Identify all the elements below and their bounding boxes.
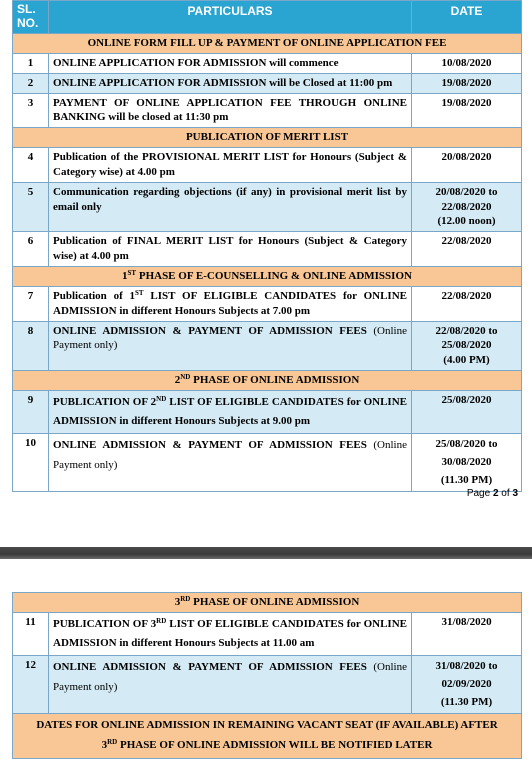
- row-number: 2: [13, 73, 49, 93]
- phase-ordinal: 2: [174, 374, 181, 387]
- row-number: 3: [13, 93, 49, 128]
- date-time: (12.00 noon): [437, 215, 496, 228]
- row-number: 5: [13, 182, 49, 232]
- phase-title: ONLINE FORM FILL UP & PAYMENT OF ONLINE APPLICATION FEE: [13, 34, 522, 54]
- row-text: (Online Payment only): [53, 661, 407, 693]
- phase-title-text: PHASE OF E-COUNSELLING & ONLINE ADMISSION: [136, 269, 412, 282]
- admission-schedule-table: [12, 0, 522, 492]
- phase-header-application: [13, 34, 522, 54]
- header-date: DATE: [412, 1, 522, 34]
- row-text-bold: ONLINE ADMISSION & PAYMENT OF ADMISSION FEES: [53, 324, 367, 337]
- table-row: [13, 73, 522, 93]
- row-text: LIST OF ELIGIBLE CANDIDATES for ONLINE ADMISSION in different Honours Subjects at 9.00 pm: [53, 395, 407, 428]
- footer-note-line2: [17, 736, 517, 756]
- row-date: 31/08/2020: [412, 612, 522, 656]
- table-row: [13, 53, 522, 73]
- row-number: 9: [13, 390, 49, 434]
- header-sl-no: [13, 1, 49, 34]
- row-number: 8: [13, 321, 49, 371]
- date-end: 25/08/2020: [441, 339, 492, 352]
- page-number-total: 3: [512, 488, 518, 499]
- row-particulars: PAYMENT OF ONLINE APPLICATION FEE THROUGH ONLINE BANKING will be closed at 11:30 pm: [49, 93, 412, 128]
- row-particulars: Publication of FINAL MERIT LIST for Honours (Subject & Category wise) at 4.00 pm: [49, 232, 412, 267]
- table-row: [13, 232, 522, 267]
- table-row: [13, 286, 522, 321]
- footer-note-text: PHASE OF ONLINE ADMISSION WILL BE NOTIFIED LATER: [117, 738, 433, 751]
- row-date: [412, 182, 522, 232]
- date-time: (4.00 PM): [443, 354, 490, 367]
- table-row: [13, 612, 522, 656]
- row-date: 20/08/2020: [412, 148, 522, 183]
- row-number: 6: [13, 232, 49, 267]
- date-end: 30/08/2020: [441, 455, 492, 468]
- row-number: 1: [13, 53, 49, 73]
- date-start: 22/08/2020 to: [435, 324, 498, 337]
- date-time: (11.30 PM): [440, 695, 493, 708]
- row-particulars: [49, 286, 412, 321]
- row-particulars: ONLINE APPLICATION FOR ADMISSION will be Closed at 11:00 pm: [49, 73, 412, 93]
- row-date: [412, 321, 522, 371]
- row-number: 10: [13, 434, 49, 492]
- phase-title: [13, 371, 522, 391]
- row-particulars: [49, 390, 412, 434]
- header-no-text: NO.: [17, 15, 39, 30]
- row-number: 11: [13, 612, 49, 656]
- table-row: [13, 182, 522, 232]
- row-particulars: [49, 321, 412, 371]
- admission-schedule-table-continued: [12, 592, 522, 759]
- footer-ordinal: 3: [101, 738, 108, 751]
- row-date: 25/08/2020: [412, 390, 522, 434]
- row-particulars: Communication regarding objections (if any) in provisional merit list by email only: [49, 182, 412, 232]
- table-header-row: [13, 1, 522, 34]
- row-text: PUBLICATION OF 2: [53, 395, 157, 408]
- page-number-of: of: [498, 488, 513, 499]
- date-end: 02/09/2020: [441, 677, 492, 690]
- row-text-bold: ONLINE ADMISSION & PAYMENT OF ADMISSION FEES: [53, 439, 367, 452]
- row-text: LIST OF ELIGIBLE CANDIDATES for ONLINE ADMISSION in different Honours Subjects at 11.00 am: [53, 617, 407, 650]
- phase-title: [13, 266, 522, 286]
- page-number-label: Page: [466, 488, 493, 499]
- row-particulars: Publication of the PROVISIONAL MERIT LIST for Honours (Subject & Category wise) at 4.00 pm: [49, 148, 412, 183]
- table-row: [13, 434, 522, 492]
- header-sl-text: SL.: [17, 2, 36, 16]
- row-date: 19/08/2020: [412, 93, 522, 128]
- row-particulars: [49, 612, 412, 656]
- row-text-sup: ND: [156, 394, 167, 403]
- row-text: PUBLICATION OF 3: [53, 617, 157, 630]
- page-number: [467, 488, 518, 499]
- date-time: (11.30 PM): [440, 473, 493, 486]
- phase-title-text: PHASE OF ONLINE ADMISSION: [190, 374, 360, 387]
- page-separator: [0, 547, 532, 559]
- phase-ordinal: 1: [122, 269, 128, 282]
- footer-note-line1: DATES FOR ONLINE ADMISSION IN REMAINING VACANT SEAT (IF AVAILABLE) AFTER: [36, 719, 498, 732]
- phase-ordinal: 3: [174, 596, 181, 608]
- date-start: 20/08/2020 to: [435, 185, 498, 198]
- footer-note: [13, 714, 522, 759]
- row-text: (Online Payment only): [53, 439, 407, 471]
- row-text-bold: ONLINE ADMISSION & PAYMENT OF ADMISSION FEES: [53, 661, 367, 674]
- row-particulars: [49, 656, 412, 714]
- row-number: 7: [13, 286, 49, 321]
- table-row: [13, 321, 522, 371]
- row-date: [412, 656, 522, 714]
- phase-header-third-phase: [13, 593, 522, 613]
- date-start: 25/08/2020 to: [435, 438, 498, 451]
- date-start: 31/08/2020 to: [435, 660, 498, 673]
- row-text: LIST OF ELIGIBLE CANDIDATES for ONLINE ADMISSION in different Honours Subjects at 7.00 pm: [53, 289, 407, 317]
- row-date: 10/08/2020: [412, 53, 522, 73]
- phase-ordinal-suffix: ND: [180, 373, 191, 382]
- footer-ordinal-suffix: RD: [107, 737, 118, 746]
- document-page-3: [0, 559, 532, 763]
- table-row: [13, 390, 522, 434]
- phase-ordinal-suffix: RD: [180, 595, 191, 603]
- row-particulars: ONLINE APPLICATION FOR ADMISSION will commence: [49, 53, 412, 73]
- row-number: 12: [13, 656, 49, 714]
- header-particulars: PARTICULARS: [49, 1, 412, 34]
- table-row: [13, 93, 522, 128]
- row-date: 22/08/2020: [412, 232, 522, 267]
- row-date: 19/08/2020: [412, 73, 522, 93]
- phase-title: PUBLICATION OF MERIT LIST: [13, 128, 522, 148]
- row-date: 22/08/2020: [412, 286, 522, 321]
- phase-header-second-phase: [13, 371, 522, 391]
- row-number: 4: [13, 148, 49, 183]
- phase-ordinal-suffix: ST: [127, 268, 137, 277]
- page-number-current: 2: [492, 488, 499, 499]
- table-row: [13, 656, 522, 714]
- row-text: Publication of 1: [53, 289, 136, 302]
- phase-header-first-phase: [13, 266, 522, 286]
- table-row: [13, 148, 522, 183]
- row-date: [412, 434, 522, 492]
- row-text-sup: ST: [135, 288, 144, 297]
- row-particulars: [49, 434, 412, 492]
- phase-title: [13, 593, 522, 613]
- date-end: 22/08/2020: [441, 200, 492, 213]
- phase-header-merit-list: [13, 128, 522, 148]
- row-text-sup: RD: [156, 616, 167, 625]
- footer-note-row: [13, 714, 522, 759]
- phase-title-text: PHASE OF ONLINE ADMISSION: [190, 596, 360, 608]
- row-text: (Online Payment only): [53, 324, 407, 352]
